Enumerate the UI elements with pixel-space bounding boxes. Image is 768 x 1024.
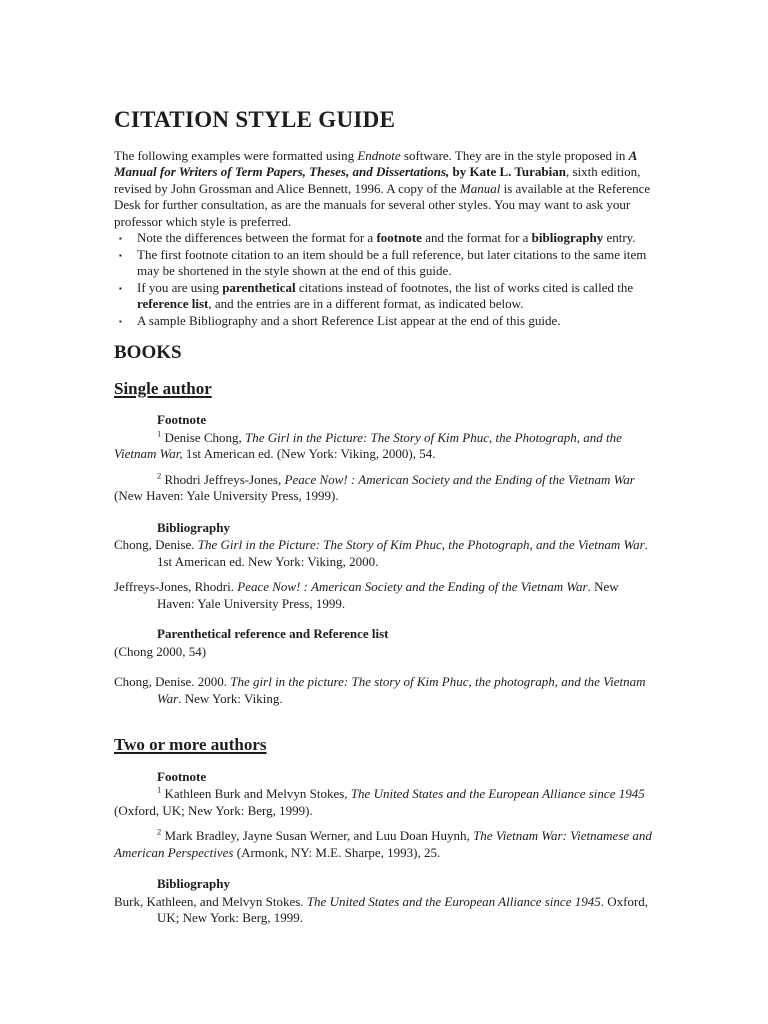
text-run: (Oxford, UK; New York: Berg, 1999).: [114, 802, 313, 818]
bullet-first-citation: [114, 247, 654, 280]
text-run: Burk, Kathleen, and Melvyn Stokes.: [114, 893, 307, 909]
text-run: , and the entries are in a different format, as indicated below.: [208, 296, 524, 312]
bibliography-burk-stokes: [114, 894, 654, 927]
text-run: Footnote: [157, 768, 207, 784]
text-run: , sixth edition, revised by John Grossman and Alice Bennett, 1996. A copy of the: [114, 164, 641, 196]
label-footnote-single: [157, 412, 654, 429]
text-run: If you are using: [137, 279, 223, 295]
text-run: Jeffreys-Jones, Rhodri.: [114, 579, 238, 595]
footnote-1-chong: [114, 430, 654, 463]
bullet-square-icon: ▪: [119, 250, 122, 260]
bullet-note-formats: [114, 230, 654, 247]
text-run: 2: [157, 470, 162, 481]
bullet-sample: [114, 313, 654, 330]
doc-title: [114, 106, 654, 135]
text-run: and the format for a: [421, 230, 532, 246]
text-run: software. They are in the style proposed in: [400, 147, 629, 163]
text-run: The Girl in the Picture: The Story of Kim Phuc, the Photograph, and the Vietnam War,: [114, 429, 622, 462]
label-bibliography-multi: [157, 876, 654, 893]
footnote-2-jeffreys-jones: [114, 472, 654, 505]
text-run: 1: [157, 428, 162, 439]
section-heading-books: [114, 341, 654, 365]
text-run: The Vietnam War: Vietnamese and American Perspectives: [114, 828, 652, 860]
text-run: Parenthetical reference and Reference list: [157, 626, 389, 642]
text-run: Footnote: [157, 412, 207, 428]
subsection-two-or-more-authors: [114, 734, 654, 755]
text-run: BOOKS: [114, 342, 182, 364]
text-run: . Oxford, UK; New York: Berg, 1999.: [157, 893, 649, 925]
bullet-text: [137, 280, 633, 312]
text-run: (Chong 2000, 54): [114, 643, 207, 659]
text-run: Rhodri Jeffreys-Jones,: [161, 471, 285, 487]
text-run: Two or more authors: [114, 735, 267, 755]
text-run: Peace Now! : American Society and the Ending of the Vietnam War: [237, 579, 588, 595]
text-run: by Kate L. Turabian: [449, 164, 566, 180]
text-run: The Girl in the Picture: The Story of Kim Phuc, the Photograph, and the Vietnam War: [197, 537, 645, 553]
intro-paragraph: [114, 148, 654, 231]
text-run: citations instead of footnotes, the list of works cited is called the: [295, 279, 634, 295]
footnote-2-bradley: [114, 828, 654, 861]
footnote-1-burk-stokes: [114, 786, 654, 819]
text-run: Note the differences between the format for a: [137, 230, 377, 246]
parenthetical-example: [114, 644, 654, 661]
bullet-square-icon: ▪: [119, 283, 122, 293]
text-run: The United States and the European Alliance since 1945: [350, 786, 645, 801]
text-run: (New Haven: Yale University Press, 1999).: [114, 488, 339, 504]
text-run: 2: [157, 826, 162, 837]
bullet-text: [137, 247, 646, 279]
bullet-square-icon: ▪: [119, 234, 122, 244]
bibliography-jeffreys-jones: [114, 579, 654, 612]
label-footnote-multi: [157, 769, 654, 786]
text-run: Bibliography: [157, 876, 230, 891]
bullet-text: [137, 313, 560, 328]
text-run: Mark Bradley, Jayne Susan Werner, and Luu Doan Huynh,: [161, 828, 474, 843]
text-run: . 1st American ed. New York: Viking, 2000.: [157, 537, 648, 569]
text-run: CITATION STYLE GUIDE: [114, 107, 396, 132]
text-run: Single author: [114, 379, 212, 398]
text-run: A Manual for Writers of Term Papers, Theses, and Dissertations,: [114, 147, 637, 180]
text-run: Chong, Denise. 2000.: [114, 674, 231, 690]
bibliography-chong: [114, 537, 654, 570]
text-run: The first footnote citation to an item should be a full reference, but later citations to the same item may be shortened in the style shown at the end of this guide.: [137, 246, 647, 279]
label-bibliography-single: [157, 520, 654, 537]
reference-list-chong: [114, 674, 654, 707]
text-run: Bibliography: [157, 519, 230, 535]
text-run: Kathleen Burk and Melvyn Stokes,: [161, 786, 351, 801]
text-run: The following examples were formatted using: [114, 147, 358, 163]
bullet-parenthetical: [114, 280, 654, 313]
text-run: reference list: [137, 296, 209, 312]
text-run: parenthetical: [222, 279, 296, 295]
text-run: A sample Bibliography and a short Reference List appear at the end of this guide.: [137, 312, 561, 328]
text-run: Denise Chong,: [161, 429, 246, 445]
bullet-text: [137, 230, 636, 245]
text-run: is available at the Reference Desk for further consultation, as are the manuals for several other styles. You may want to ask your professor which style is preferred.: [114, 180, 651, 229]
subsection-single-author: [114, 378, 654, 399]
text-run: The United States and the European Alliance since 1945: [306, 893, 601, 909]
text-run: Chong, Denise.: [114, 537, 198, 553]
text-run: Endnote: [357, 147, 401, 163]
text-run: entry.: [603, 230, 636, 246]
text-run: 1: [157, 784, 162, 795]
text-run: The girl in the picture: The story of Kim Phuc, the photograph, and the Vietnam War: [157, 674, 646, 706]
text-run: (Armonk, NY: M.E. Sharpe, 1993), 25.: [233, 844, 441, 860]
text-run: 1st American ed. (New York: Viking, 2000), 54.: [182, 446, 436, 462]
text-run: bibliography: [531, 230, 604, 246]
text-run: Peace Now! : American Society and the Ending of the Vietnam War: [284, 471, 635, 487]
text-run: . New York: Viking.: [178, 690, 283, 706]
text-run: Manual: [459, 180, 501, 196]
text-run: . New Haven: Yale University Press, 1999.: [157, 579, 619, 611]
text-run: footnote: [376, 230, 422, 246]
label-parenthetical: [157, 626, 654, 643]
bullet-square-icon: ▪: [119, 316, 122, 326]
